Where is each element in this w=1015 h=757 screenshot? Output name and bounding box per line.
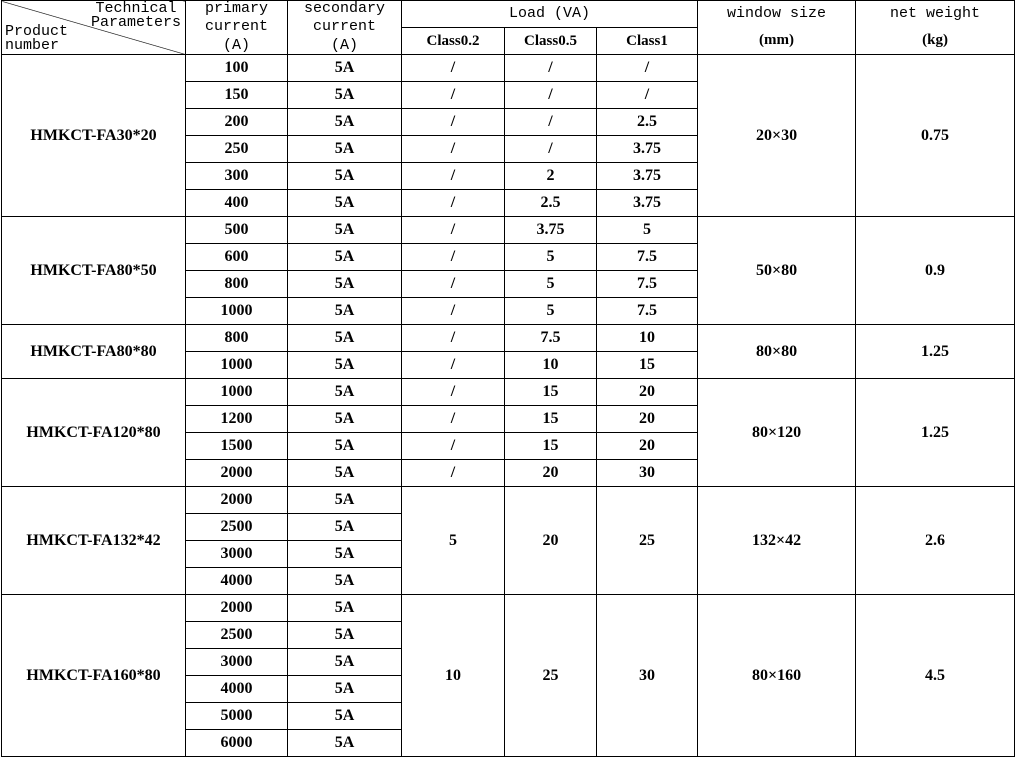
net-weight-header: net weight (kg)	[856, 1, 1015, 55]
net-weight-cell: 4.5	[856, 595, 1015, 757]
secondary-current-cell: 5A	[288, 541, 402, 568]
primary-current-cell: 200	[186, 109, 288, 136]
class05-load-cell: 15	[505, 406, 597, 433]
secondary-current-cell: 5A	[288, 271, 402, 298]
class02-header: Class0.2	[402, 28, 505, 55]
table-body	[2, 55, 1015, 757]
secondary-current-cell: 5A	[288, 406, 402, 433]
secondary-current-cell: 5A	[288, 190, 402, 217]
primary-current-cell: 400	[186, 190, 288, 217]
net-weight-cell: 0.75	[856, 55, 1015, 217]
table-header	[2, 1, 1015, 55]
technical-parameters-label: Technical Parameters	[90, 0, 181, 31]
secondary-current-cell: 5A	[288, 298, 402, 325]
class05-load-cell: 25	[505, 595, 597, 757]
window-size-cell: 20×30	[698, 55, 856, 217]
class05-load-cell: 15	[505, 433, 597, 460]
primary-current-cell: 1000	[186, 352, 288, 379]
secondary-current-cell: 5A	[288, 460, 402, 487]
primary-current-cell: 2000	[186, 487, 288, 514]
window-size-cell: 80×120	[698, 379, 856, 487]
primary-current-cell: 3000	[186, 649, 288, 676]
class1-load-cell: 7.5	[597, 271, 698, 298]
primary-current-cell: 500	[186, 217, 288, 244]
class05-load-cell: /	[505, 109, 597, 136]
class1-load-cell: 2.5	[597, 109, 698, 136]
load-header: Load (VA)	[402, 1, 698, 28]
class02-load-cell: 5	[402, 487, 505, 595]
table-row	[2, 379, 1015, 406]
primary-current-cell: 1500	[186, 433, 288, 460]
class1-load-cell: 5	[597, 217, 698, 244]
class02-load-cell: /	[402, 82, 505, 109]
header-diagonal-cell	[2, 1, 186, 55]
table-row	[2, 487, 1015, 514]
secondary-current-cell: 5A	[288, 55, 402, 82]
secondary-current-cell: 5A	[288, 136, 402, 163]
primary-current-cell: 2000	[186, 460, 288, 487]
secondary-current-cell: 5A	[288, 649, 402, 676]
secondary-current-cell: 5A	[288, 217, 402, 244]
secondary-current-cell: 5A	[288, 82, 402, 109]
class1-load-cell: 20	[597, 379, 698, 406]
secondary-current-cell: 5A	[288, 352, 402, 379]
class1-load-cell: 7.5	[597, 298, 698, 325]
window-size-header: window size (mm)	[698, 1, 856, 55]
secondary-current-cell: 5A	[288, 109, 402, 136]
class02-load-cell: /	[402, 163, 505, 190]
primary-current-cell: 100	[186, 55, 288, 82]
class05-load-cell: 20	[505, 460, 597, 487]
product-model-cell: HMKCT-FA80*50	[2, 217, 186, 325]
class02-load-cell: /	[402, 136, 505, 163]
class05-load-cell: 2.5	[505, 190, 597, 217]
class05-load-cell: 5	[505, 298, 597, 325]
class1-load-cell: 20	[597, 433, 698, 460]
product-model-cell: HMKCT-FA120*80	[2, 379, 186, 487]
class05-load-cell: 20	[505, 487, 597, 595]
class02-load-cell: /	[402, 190, 505, 217]
secondary-current-cell: 5A	[288, 325, 402, 352]
class02-load-cell: /	[402, 55, 505, 82]
primary-current-cell: 800	[186, 271, 288, 298]
class02-load-cell: /	[402, 352, 505, 379]
class1-load-cell: 25	[597, 487, 698, 595]
secondary-current-cell: 5A	[288, 676, 402, 703]
table-row	[2, 325, 1015, 352]
class1-load-cell: 3.75	[597, 163, 698, 190]
class05-header: Class0.5	[505, 28, 597, 55]
primary-current-cell: 6000	[186, 730, 288, 757]
class1-load-cell: 3.75	[597, 190, 698, 217]
class1-load-cell: 20	[597, 406, 698, 433]
class05-load-cell: 5	[505, 271, 597, 298]
class02-load-cell: /	[402, 379, 505, 406]
class1-load-cell: 10	[597, 325, 698, 352]
class02-load-cell: /	[402, 244, 505, 271]
class02-load-cell: /	[402, 217, 505, 244]
primary-current-cell: 600	[186, 244, 288, 271]
primary-current-cell: 1200	[186, 406, 288, 433]
net-weight-cell: 2.6	[856, 487, 1015, 595]
class1-load-cell: 30	[597, 460, 698, 487]
primary-current-cell: 4000	[186, 568, 288, 595]
class1-load-cell: 3.75	[597, 136, 698, 163]
class1-load-cell: 7.5	[597, 244, 698, 271]
class02-load-cell: /	[402, 460, 505, 487]
table-row	[2, 595, 1015, 622]
primary-current-cell: 5000	[186, 703, 288, 730]
primary-current-cell: 300	[186, 163, 288, 190]
class02-load-cell: /	[402, 433, 505, 460]
primary-current-cell: 250	[186, 136, 288, 163]
secondary-current-cell: 5A	[288, 595, 402, 622]
class05-load-cell: 10	[505, 352, 597, 379]
class05-load-cell: /	[505, 55, 597, 82]
secondary-current-cell: 5A	[288, 163, 402, 190]
class05-load-cell: 3.75	[505, 217, 597, 244]
class1-load-cell: /	[597, 82, 698, 109]
net-weight-cell: 0.9	[856, 217, 1015, 325]
primary-current-cell: 150	[186, 82, 288, 109]
window-size-cell: 132×42	[698, 487, 856, 595]
class02-load-cell: 10	[402, 595, 505, 757]
primary-current-cell: 2500	[186, 514, 288, 541]
secondary-current-cell: 5A	[288, 514, 402, 541]
class05-load-cell: 15	[505, 379, 597, 406]
class1-load-cell: /	[597, 55, 698, 82]
primary-current-cell: 1000	[186, 298, 288, 325]
class05-load-cell: 7.5	[505, 325, 597, 352]
class1-load-cell: 30	[597, 595, 698, 757]
primary-current-header: primary current (A)	[186, 1, 288, 55]
net-weight-cell: 1.25	[856, 325, 1015, 379]
secondary-current-header: secondary current (A)	[288, 1, 402, 55]
window-size-cell: 50×80	[698, 217, 856, 325]
secondary-current-cell: 5A	[288, 568, 402, 595]
product-model-cell: HMKCT-FA80*80	[2, 325, 186, 379]
class1-load-cell: 15	[597, 352, 698, 379]
secondary-current-cell: 5A	[288, 622, 402, 649]
secondary-current-cell: 5A	[288, 379, 402, 406]
class02-load-cell: /	[402, 271, 505, 298]
class05-load-cell: 2	[505, 163, 597, 190]
secondary-current-cell: 5A	[288, 730, 402, 757]
secondary-current-cell: 5A	[288, 433, 402, 460]
window-size-cell: 80×80	[698, 325, 856, 379]
class02-load-cell: /	[402, 406, 505, 433]
class02-load-cell: /	[402, 109, 505, 136]
primary-current-cell: 2500	[186, 622, 288, 649]
product-number-label: Product number	[5, 23, 69, 54]
product-model-cell: HMKCT-FA160*80	[2, 595, 186, 757]
secondary-current-cell: 5A	[288, 703, 402, 730]
primary-current-cell: 1000	[186, 379, 288, 406]
table-row	[2, 217, 1015, 244]
class05-load-cell: /	[505, 136, 597, 163]
primary-current-cell: 800	[186, 325, 288, 352]
secondary-current-cell: 5A	[288, 244, 402, 271]
primary-current-cell: 4000	[186, 676, 288, 703]
product-spec-table	[1, 0, 1015, 757]
class02-load-cell: /	[402, 325, 505, 352]
class02-load-cell: /	[402, 298, 505, 325]
primary-current-cell: 2000	[186, 595, 288, 622]
class05-load-cell: /	[505, 82, 597, 109]
product-model-cell: HMKCT-FA132*42	[2, 487, 186, 595]
secondary-current-cell: 5A	[288, 487, 402, 514]
class05-load-cell: 5	[505, 244, 597, 271]
primary-current-cell: 3000	[186, 541, 288, 568]
net-weight-cell: 1.25	[856, 379, 1015, 487]
product-model-cell: HMKCT-FA30*20	[2, 55, 186, 217]
window-size-cell: 80×160	[698, 595, 856, 757]
class1-header: Class1	[597, 28, 698, 55]
table-row	[2, 55, 1015, 82]
